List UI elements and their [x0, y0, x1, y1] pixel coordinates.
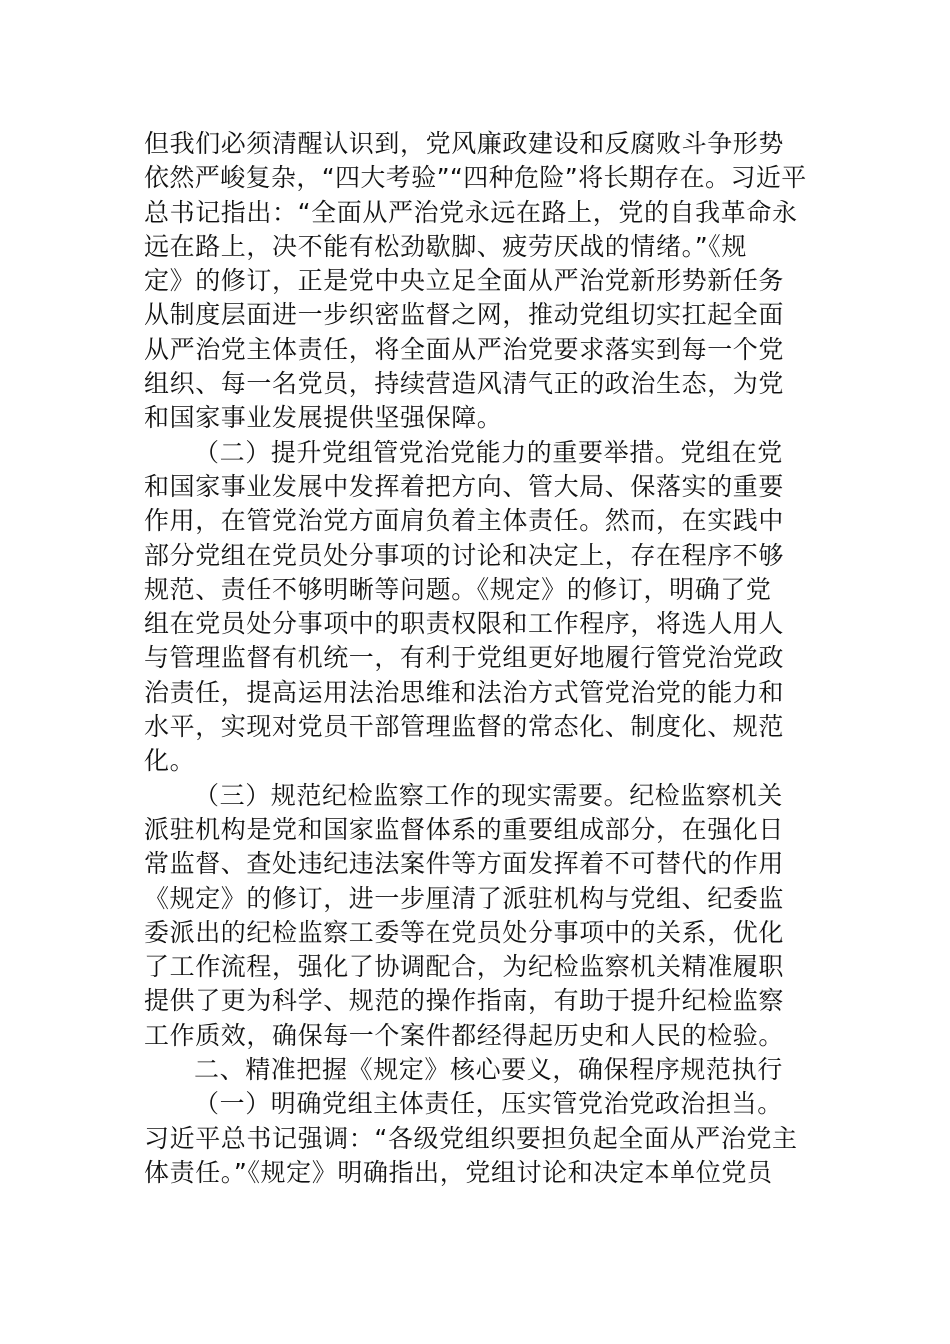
text-line: 定》的修订，正是党中央立足全面从严治党新形势新任务	[144, 266, 785, 296]
text-line: 《规定》的修订，进一步厘清了派驻机构与党组、纪委监	[144, 883, 785, 913]
text-line: 习近平总书记强调：“各级党组织要担负起全面从严治党主	[144, 1123, 798, 1153]
text-line: 提供了更为科学、规范的操作指南，有助于提升纪检监察	[144, 986, 785, 1016]
text-line: 规范、责任不够明晰等问题。《规定》的修订，明确了党	[144, 574, 772, 604]
text-line: 水平，实现对党员干部管理监督的常态化、制度化、规范	[144, 712, 785, 742]
text-line: 依然严峻复杂，“四大考验”“四种危险”将长期存在。习近平	[144, 163, 807, 193]
text-line: 二、精准把握《规定》核心要义，确保程序规范执行	[194, 1055, 783, 1085]
text-line: 和国家事业发展提供坚强保障。	[144, 403, 503, 433]
text-line: 但我们必须清醒认识到，党风廉政建设和反腐败斗争形势	[144, 129, 785, 158]
text-line: 常监督、查处违纪违法案件等方面发挥着不可替代的作用	[144, 849, 785, 879]
text-line: 委派出的纪检监察工委等在党员处分事项中的关系，优化	[144, 917, 785, 947]
document-body-text	[144, 127, 808, 1190]
text-line: 从严治党主体责任，将全面从严治党要求落实到每一个党	[144, 334, 785, 364]
text-line: 和国家事业发展中发挥着把方向、管大局、保落实的重要	[144, 471, 785, 501]
text-line: 总书记指出：“全面从严治党永远在路上，党的自我革命永	[144, 197, 798, 227]
text-line: （一）明确党组主体责任，压实管党治党政治担当。	[194, 1089, 783, 1119]
text-line: 派驻机构是党和国家监督体系的重要组成部分，在强化日	[144, 814, 785, 844]
text-line: 治责任，提高运用法治思维和法治方式管党治党的能力和	[144, 677, 785, 707]
text-line: （二）提升党组管党治党能力的重要举措。党组在党	[194, 437, 783, 467]
text-line: 体责任。”《规定》明确指出，党组讨论和决定本单位党员	[144, 1157, 773, 1187]
text-line: 从制度层面进一步织密监督之网，推动党组切实扛起全面	[144, 300, 785, 330]
text-line: 了工作流程，强化了协调配合，为纪检监察机关精准履职	[144, 952, 785, 982]
text-line: 远在路上，决不能有松劲歇脚、疲劳厌战的情绪。”《规	[144, 231, 747, 261]
text-line: 与管理监督有机统一，有利于党组更好地履行管党治党政	[144, 643, 785, 673]
text-line: 化。	[144, 746, 196, 776]
text-line: 组织、每一名党员，持续营造风清气正的政治生态，为党	[144, 369, 785, 399]
text-line: （三）规范纪检监察工作的现实需要。纪检监察机关	[194, 780, 783, 810]
text-line: 作用，在管党治党方面肩负着主体责任。然而，在实践中	[144, 506, 785, 536]
text-line: 工作质效，确保每一个案件都经得起历史和人民的检验。	[144, 1020, 785, 1050]
text-line: 组在党员处分事项中的职责权限和工作程序，将选人用人	[144, 609, 785, 639]
text-line: 部分党组在党员处分事项的讨论和决定上，存在程序不够	[144, 540, 785, 570]
